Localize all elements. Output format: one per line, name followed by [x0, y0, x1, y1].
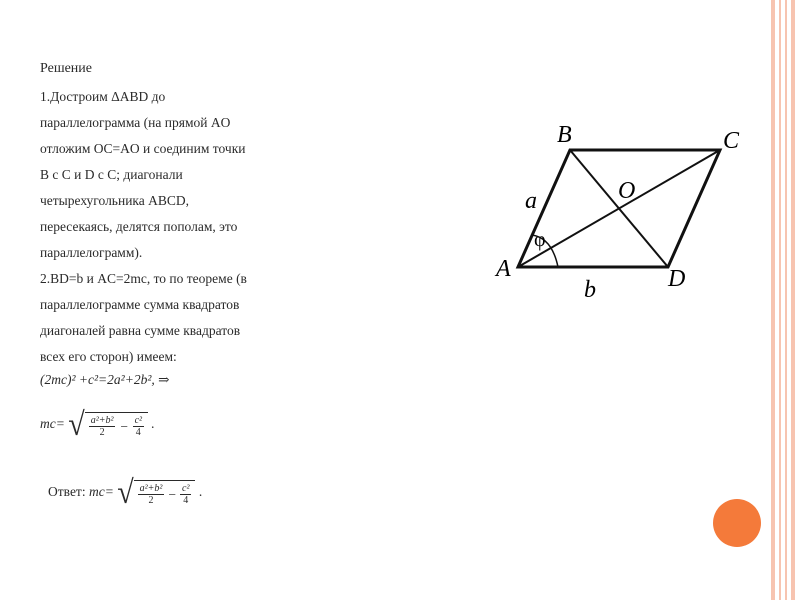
fraction-denominator: 2	[99, 427, 105, 438]
fraction-numerator: a²+b²	[139, 483, 163, 494]
step1-line: четырехугольника ABCD,	[40, 193, 190, 208]
parallelogram-figure	[480, 110, 760, 310]
formula-parallelogram-identity: (2mc)² +c²=2a²+2b², ⇒	[40, 372, 170, 387]
fraction-numerator: c²	[134, 415, 143, 426]
step1-line: 1.Достроим ΔABD до	[40, 89, 166, 104]
fraction	[133, 415, 144, 438]
formula-lhs: mc=	[40, 416, 65, 432]
sqrt-expression	[117, 474, 195, 511]
diagonal-bd	[570, 150, 668, 267]
fraction	[89, 415, 116, 438]
step2-line: всех его сторон) имеем:	[40, 349, 177, 364]
step1-line: отложим OC=AO и соединим точки	[40, 141, 246, 156]
vertex-label-b: B	[557, 122, 572, 148]
vertex-label-a: A	[496, 256, 511, 282]
minus-sign: −	[119, 418, 129, 434]
vertex-label-c: C	[723, 128, 740, 154]
step1-line: B с C и D с C; диагонали	[40, 167, 183, 182]
angle-label-phi: φ	[534, 229, 546, 251]
fraction	[138, 483, 165, 506]
period: .	[198, 484, 203, 500]
sqrt-expression	[68, 406, 148, 443]
fraction-denominator: 2	[148, 495, 154, 506]
fraction-numerator: a²+b²	[90, 415, 114, 426]
step2-line: параллелограмме сумма квадратов	[40, 297, 240, 312]
step1-line: пересекаясь, делятся пополам, это	[40, 219, 238, 234]
side-label-a: a	[525, 188, 537, 214]
fraction-denominator: 4	[183, 495, 189, 506]
center-label-o: O	[618, 178, 636, 204]
slide-border-stripe	[771, 0, 775, 600]
radical-icon: √	[68, 406, 85, 443]
fraction	[180, 483, 191, 506]
step2-line: диагоналей равна сумме квадратов	[40, 323, 241, 338]
decorative-circle	[713, 499, 761, 547]
radical-icon: √	[117, 474, 134, 511]
fraction-numerator: c²	[182, 483, 190, 494]
answer-lhs: mc=	[88, 484, 114, 500]
step1-line: параллелограмма (на прямой AO	[40, 115, 231, 130]
solution-text	[40, 56, 305, 370]
slide-border-stripe	[785, 0, 787, 600]
fraction-denominator: 4	[135, 427, 141, 438]
answer-label: Ответ:	[48, 484, 86, 500]
slide-border-stripe	[779, 0, 781, 600]
solution-title: Решение	[40, 61, 93, 76]
step2-line: 2.BD=b и AC=2mc, то по теореме (в	[40, 271, 247, 286]
answer	[48, 474, 203, 511]
minus-sign: −	[168, 486, 177, 502]
formula-median	[40, 406, 155, 443]
step1-line: параллелограмм).	[40, 245, 143, 260]
side-label-b: b	[584, 277, 596, 303]
vertex-label-d: D	[668, 266, 686, 292]
period: .	[151, 416, 155, 432]
slide-border-stripe	[791, 0, 795, 600]
